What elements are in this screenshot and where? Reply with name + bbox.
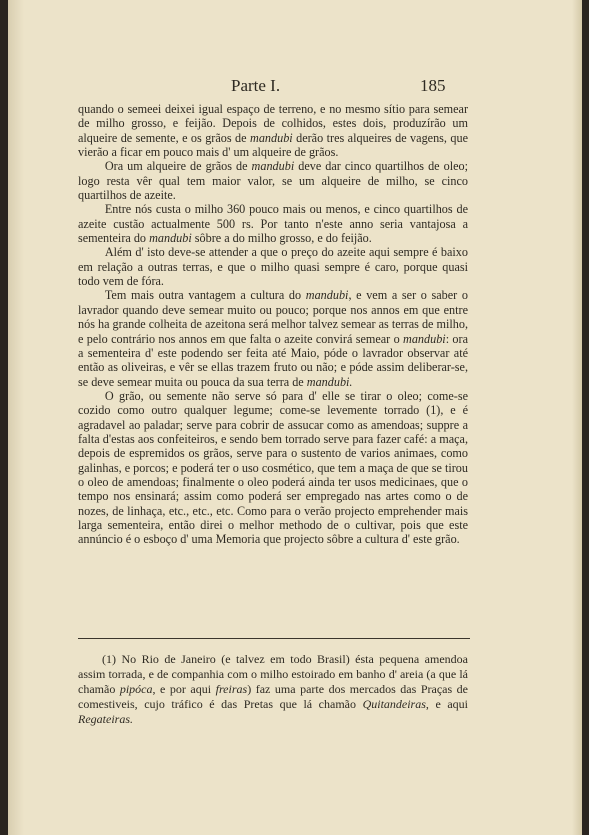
text-run: O grão, ou semente não serve só para d' elle se tirar o oleo; come-se cozido como outro qualquer legume; come-se levemente torrado (1), e é agradavel ao paladar; serve para cobrir de assucar como as amendoas; suppre a falta d'estas aos confeiteiros, e sendo bem torrado serve para fazer café: a maça, depois de espremidos os grãos, serve para o sustento de varios animaes, como galinhas, e porcos; e poderá ter o uso cosmético, que tem a maça de que se tirou o oleo de amendoas; finalmente o oleo poderá ainda ter usos medicinaes, que o tempo nos ensinará; assim como poderá ser empregado nas artes como o de nozes, de linhaça, etc., etc., etc. Como para o verão projecto emprehender mais larga sementeira, então direi o melhor methodo de o cultivar, pois que este annúncio é o esboço d' uma Memoria que projecto sôbre a cultura d' este grão. — [78, 388, 468, 547]
book-page — [8, 0, 582, 835]
text-run: : ora a sementeira d' este podendo ser feita até Maio, póde o lavrador observar até então as oliveiras, e vêr se ellas trazem fruto ou não; e póde assim deliberar-se, se deve semear muita ou pouca da sua terra de — [78, 331, 468, 389]
italic-term: mandubi — [149, 231, 192, 246]
footnote — [78, 652, 468, 727]
paragraph-3 — [78, 202, 468, 245]
italic-term: Regateiras. — [78, 712, 133, 726]
text-run: deve dar cinco quartilhos de oleo; logo resta vêr qual tem maior valor, se um alqueire de milho, se cinco quartilhos de azeite. — [78, 159, 468, 203]
paragraph-5 — [78, 288, 468, 388]
text-run: , e por aqui — [152, 682, 216, 696]
italic-term: mandubi — [251, 159, 295, 174]
paragraph-6 — [78, 389, 468, 547]
paragraph-1 — [78, 102, 468, 159]
italic-term: mandubi — [403, 331, 446, 346]
page-edge — [572, 0, 582, 835]
paragraph-4 — [78, 245, 468, 288]
text-run: , e vem a ser o saber o lavrador quando deve semear muito ou pouco; porque nos annos em que entre nós ha grande colheita de azeitona será melhor talvez semear as terras de milho, e pelo contrário nos annos em que falta o azeite convirá semear o — [78, 288, 468, 346]
text-run: derão tres alqueires de vagens, que vierão a ficar em pouco mais d' um alqueire de grãos. — [78, 130, 468, 160]
paragraph-2 — [78, 159, 468, 202]
footnote-rule — [78, 638, 470, 639]
text-run: (1) No Rio de Janeiro (e talvez em todo Brasil) ésta pequena amendoa assim torrada, e de companhia com o milho estoirado em banho d' areia (a que lá chamão — [78, 652, 468, 696]
italic-term: Quitandeiras — [362, 697, 426, 711]
part-title: Parte I. — [231, 76, 281, 95]
text-run: sôbre a do milho grosso, e do feijão. — [191, 231, 372, 246]
footnote-text — [78, 652, 468, 727]
text-run: Ora um alqueire de grãos de — [104, 159, 252, 174]
text-run: Além d' isto deve-se attender a que o preço do azeite aqui sempre é baixo em relação a outras terras, e que o milho quasi sempre é caro, porque quasi todo vem de fóra. — [78, 245, 468, 289]
text-run: ) faz uma parte dos mercados das Praças de comestiveis, cujo tráfico é das Pretas que lá chamão — [78, 682, 469, 711]
text-run: Entre nós custa o milho 360 pouco mais ou menos, e cinco quartilhos de azeite custão actualmente 500 rs. Por tanto n'este anno seria vantajosa a sementeira do — [78, 202, 468, 246]
text-run: Tem mais outra vantagem a cultura do — [104, 288, 306, 303]
page-gutter — [8, 0, 24, 835]
text-run: quando o semeei deixei igual espaço de terreno, e no mesmo sítio para semear de milho grosso, e feijão. Depois de colhidos, estes dois, produzírão um alqueire de semente, e os grãos de — [78, 102, 468, 145]
italic-term: mandubi — [250, 130, 293, 145]
italic-term: mandubi. — [306, 374, 353, 389]
italic-term: mandubi — [305, 288, 349, 303]
text-run: , e aqui — [425, 697, 468, 711]
page-number: 185 — [420, 76, 446, 95]
running-header — [8, 76, 582, 98]
italic-term: freiras — [215, 682, 248, 696]
body-text — [78, 102, 468, 547]
italic-term: pipóca — [119, 682, 153, 696]
